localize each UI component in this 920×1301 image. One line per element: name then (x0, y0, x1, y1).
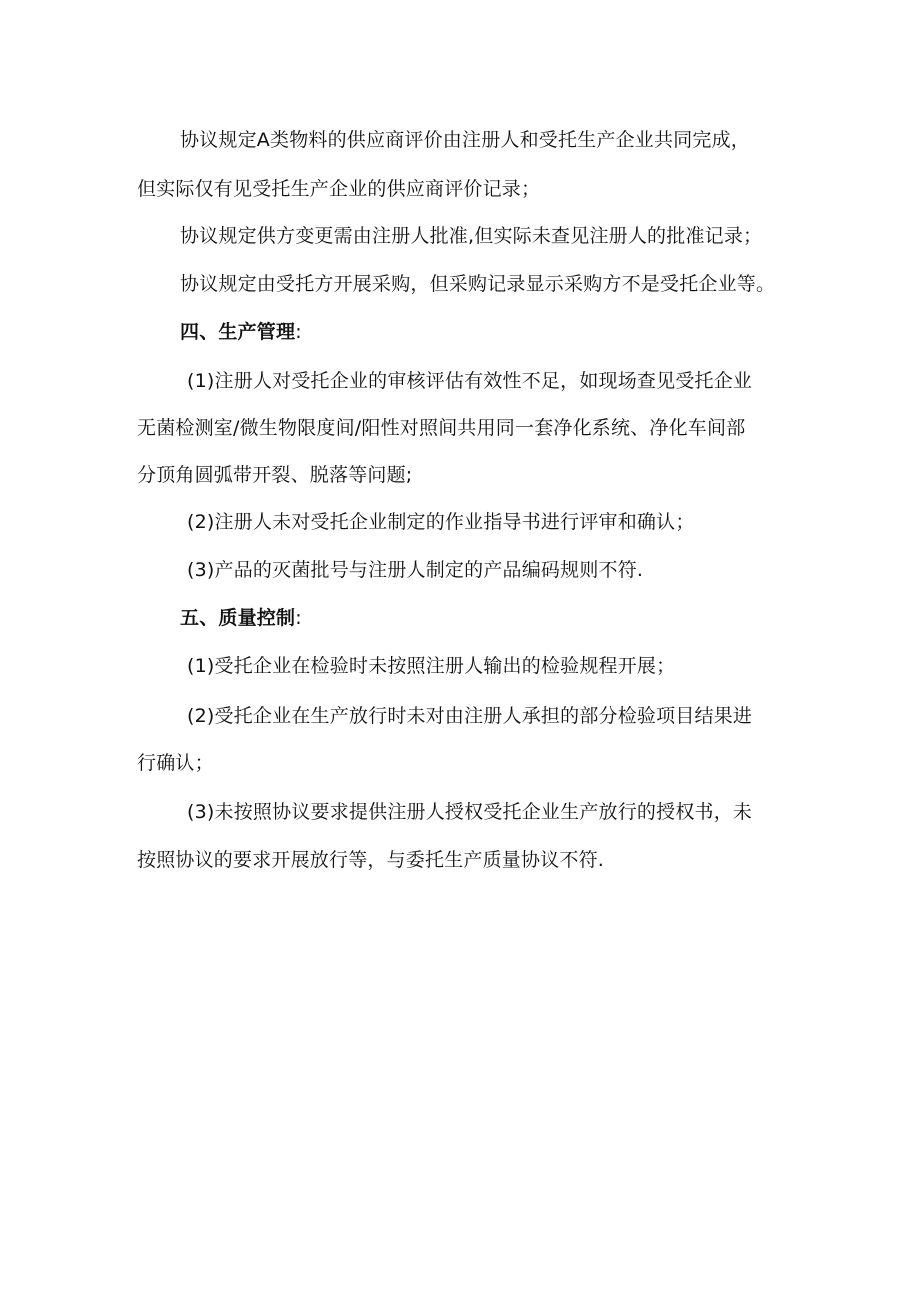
production-item-1-line-2: 无菌检测室/微生物限度间/阳性对照间共用同一套净化系统、净化车间部 (137, 417, 746, 439)
section-heading-production-colon: : (295, 321, 302, 343)
production-item-2: (2)注册人未对受托企业制定的作业指导书进行评审和确认； (187, 511, 695, 533)
quality-item-3-line-1: (3)未按照协议要求提供注册人授权受托企业生产放行的授权书，未 (187, 801, 753, 823)
paragraph-c: 协议规定由受托方开展采购，但采购记录显示采购方不是受托企业等。 (180, 273, 776, 295)
quality-item-3-line-2: 按照协议的要求开展放行等，与委托生产质量协议不符. (137, 849, 605, 871)
section-heading-production (180, 320, 302, 344)
production-item-1-line-1: (1)注册人对受托企业的审核评估有效性不足，如现场查见受托企业 (187, 370, 753, 392)
section-heading-quality (180, 606, 302, 630)
section-heading-quality-text: 五、质量控制 (180, 607, 296, 629)
quality-item-2-line-1: (2)受托企业在生产放行时未对由注册人承担的部分检验项目结果进 (187, 705, 753, 727)
paragraph-a-line-1: 协议规定A类物料的供应商评价由注册人和受托生产企业共同完成， (180, 129, 750, 151)
section-heading-quality-colon: : (295, 607, 302, 629)
paragraph-a-line-2: 但实际仅有见受托生产企业的供应商评价记录； (137, 178, 541, 200)
production-item-1-line-3: 分顶角圆弧带开裂、脱落等问题; (137, 464, 413, 486)
section-heading-production-text: 四、生产管理 (180, 321, 296, 343)
production-item-3: (3)产品的灭菌批号与注册人制定的产品编码规则不符. (187, 559, 644, 581)
quality-item-1: (1)受托企业在检验时未按照注册人输出的检验规程开展； (187, 655, 676, 677)
paragraph-b: 协议规定供方变更需由注册人批准,但实际未查见注册人的批准记录； (180, 225, 763, 247)
quality-item-2-line-2: 行确认； (137, 752, 214, 774)
